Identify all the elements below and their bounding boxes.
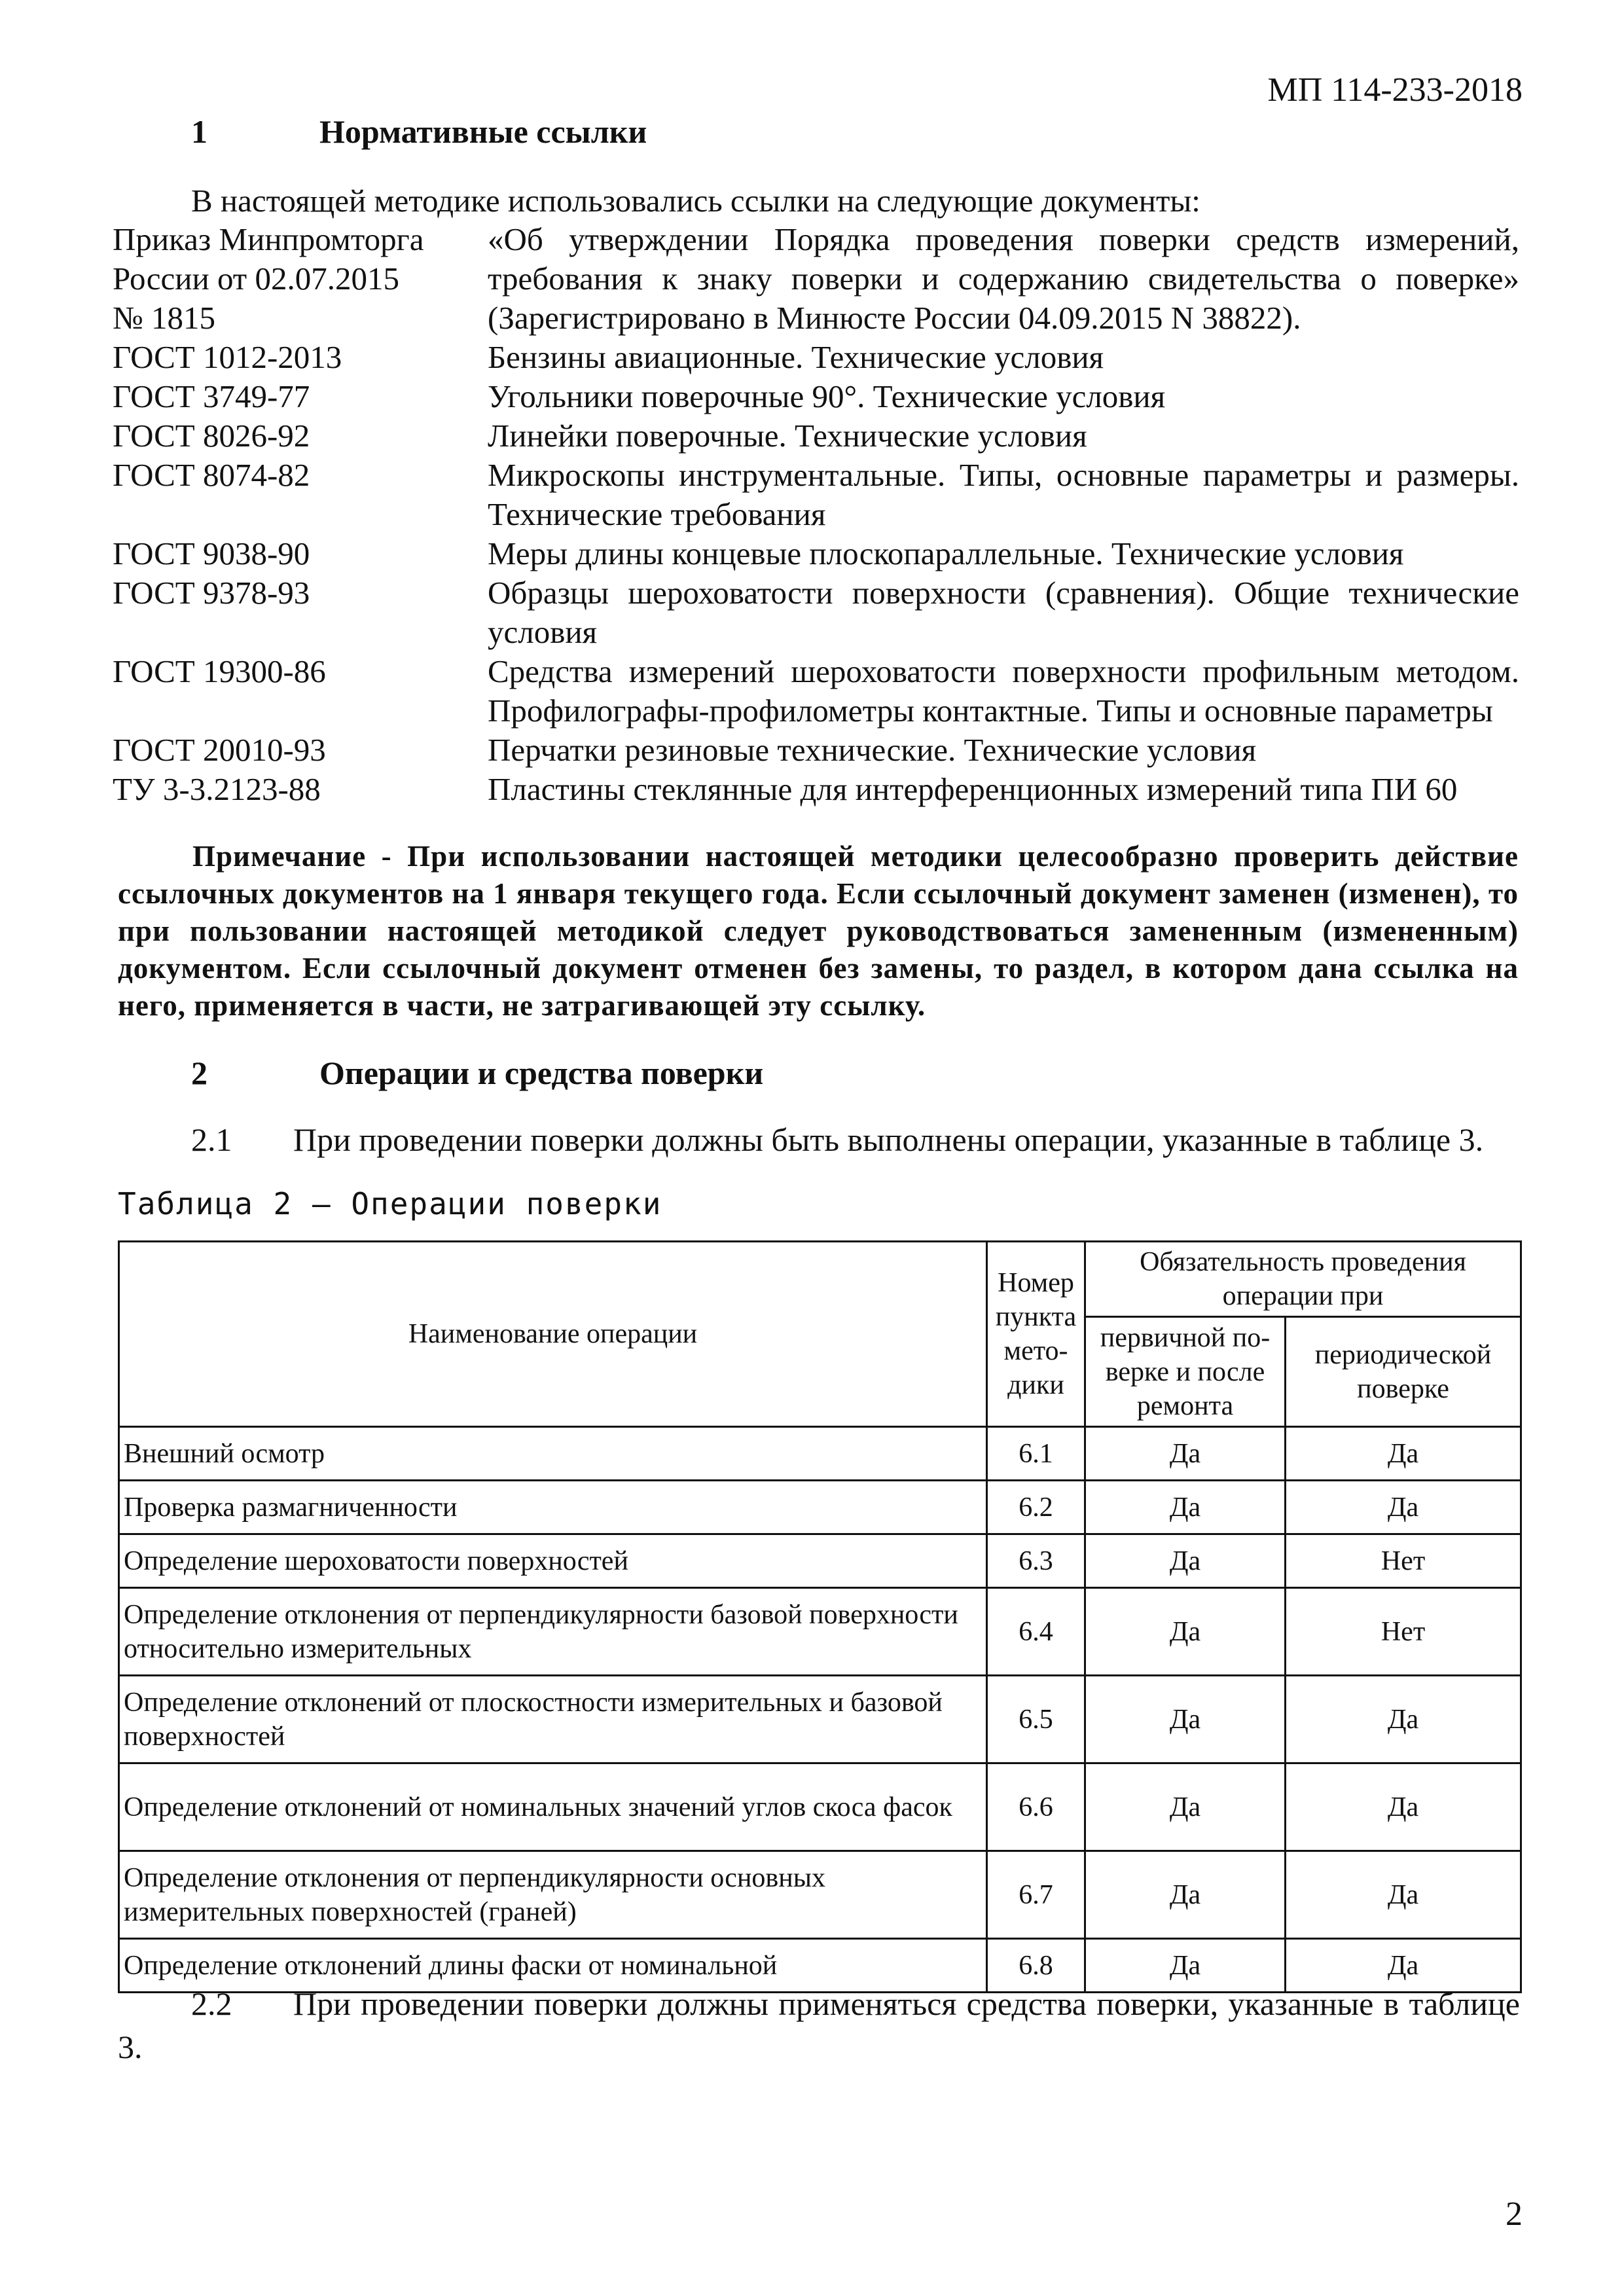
operation-periodic: Нет	[1286, 1534, 1521, 1588]
table-row	[119, 1481, 1521, 1534]
operation-periodic: Да	[1286, 1763, 1521, 1851]
operation-periodic: Да	[1286, 1676, 1521, 1763]
clause-2-1-number: 2.1	[191, 1121, 232, 1158]
operation-primary: Да	[1085, 1481, 1286, 1534]
table-row	[119, 1427, 1521, 1481]
operation-periodic: Нет	[1286, 1588, 1521, 1676]
section-1-title: Нормативные ссылки	[319, 113, 647, 150]
table-caption: Таблица 2 – Операции поверки	[118, 1186, 662, 1221]
reference-title: Меры длины концевые плоскопараллельные. Технические условия	[488, 535, 1404, 571]
clause-2-2-text: При проведении поверки должны применяться средства поверки, указанные в таблице 3.	[118, 1985, 1520, 2065]
reference-title: Линейки поверочные. Технические условия	[488, 418, 1087, 454]
clause-2-1-text: При проведении поверки должны быть выполнены операции, указанные в таблице 3.	[293, 1121, 1484, 1158]
header-periodic: периодической поверке	[1286, 1317, 1521, 1427]
operation-item: 6.5	[987, 1676, 1085, 1763]
operation-primary: Да	[1085, 1534, 1286, 1588]
operation-name: Проверка размагниченности	[119, 1481, 987, 1534]
operation-item: 6.7	[987, 1851, 1085, 1939]
reference-title: «Об утверждении Порядка проведения поверки средств измерений, требования к знаку поверки и содержанию свидетельства о поверке» (Зарегистрировано в Минюсте России 04.09.2015 N 38822).	[488, 221, 1519, 336]
operation-name: Определение отклонений длины фаски от номинальной	[119, 1939, 987, 1993]
operation-item: 6.3	[987, 1534, 1085, 1588]
section-2-title: Операции и средства поверки	[319, 1055, 764, 1091]
document-code: МП 114-233-2018	[1267, 71, 1523, 109]
header-required: Обязательность проведения операции при	[1085, 1242, 1521, 1317]
section-2-number: 2	[191, 1055, 208, 1091]
operation-name: Определение отклонений от номинальных значений углов скоса фасок	[119, 1763, 987, 1851]
reference-title: Угольники поверочные 90°. Технические условия	[488, 378, 1166, 414]
reference-code: ГОСТ 1012-2013	[113, 339, 342, 375]
reference-code: ТУ 3-3.2123-88	[113, 771, 321, 807]
reference-code: ГОСТ 8026-92	[113, 418, 310, 454]
reference-title: Пластины стеклянные для интерференционных измерений типа ПИ 60	[488, 771, 1458, 807]
reference-code-line: России от 02.07.2015	[113, 261, 399, 297]
operation-periodic: Да	[1286, 1851, 1521, 1939]
clause-2-2-number: 2.2	[191, 1985, 232, 2022]
operation-item: 6.8	[987, 1939, 1085, 1993]
operation-primary: Да	[1085, 1427, 1286, 1481]
reference-title: Средства измерений шероховатости поверхности профильным методом. Профилографы-профилометры контактные. Типы и основные параметры	[488, 653, 1519, 729]
operation-primary: Да	[1085, 1676, 1286, 1763]
operations-table	[118, 1240, 1522, 1993]
section-1-number: 1	[191, 113, 208, 150]
reference-code: ГОСТ 20010-93	[113, 732, 326, 768]
operation-primary: Да	[1085, 1939, 1286, 1993]
clause-2-2	[118, 1982, 1520, 2069]
header-operation-name: Наименование операции	[119, 1242, 987, 1427]
references-intro: В настоящей методике использовались ссылки на следующие документы:	[191, 183, 1200, 219]
table-row	[119, 1851, 1521, 1939]
header-primary: первичной по-верке и после ремонта	[1085, 1317, 1286, 1427]
operation-item: 6.2	[987, 1481, 1085, 1534]
operation-primary: Да	[1085, 1588, 1286, 1676]
operation-periodic: Да	[1286, 1427, 1521, 1481]
table-row	[119, 1588, 1521, 1676]
operation-name: Определение отклонения от перпендикулярности базовой поверхности относительно измерительных	[119, 1588, 987, 1676]
operation-item: 6.4	[987, 1588, 1085, 1676]
operation-primary: Да	[1085, 1851, 1286, 1939]
operation-name: Определение отклонения от перпендикулярности основных измерительных поверхностей (граней)	[119, 1851, 987, 1939]
table-row	[119, 1763, 1521, 1851]
operation-primary: Да	[1085, 1763, 1286, 1851]
reference-code: ГОСТ 19300-86	[113, 653, 326, 689]
operation-name: Определение отклонений от плоскостности измерительных и базовой поверхностей	[119, 1676, 987, 1763]
table-row	[119, 1676, 1521, 1763]
reference-code: ГОСТ 8074-82	[113, 457, 310, 493]
table-row	[119, 1534, 1521, 1588]
operation-periodic: Да	[1286, 1939, 1521, 1993]
page-number: 2	[1506, 2196, 1523, 2233]
reference-title: Бензины авиационные. Технические условия	[488, 339, 1104, 375]
reference-title: Микроскопы инструментальные. Типы, основные параметры и размеры. Технические требования	[488, 457, 1519, 532]
reference-code: ГОСТ 9378-93	[113, 575, 310, 611]
reference-title: Перчатки резиновые технические. Технические условия	[488, 732, 1257, 768]
operation-name: Определение шероховатости поверхностей	[119, 1534, 987, 1588]
operation-name: Внешний осмотр	[119, 1427, 987, 1481]
operation-item: 6.1	[987, 1427, 1085, 1481]
reference-code	[113, 220, 424, 338]
reference-code: ГОСТ 3749-77	[113, 378, 310, 414]
reference-code-line: № 1815	[113, 300, 216, 336]
operation-periodic: Да	[1286, 1481, 1521, 1534]
operation-item: 6.6	[987, 1763, 1085, 1851]
references-note: Примечание - При использовании настоящей методики целесообразно проверить действие ссылочных документов на 1 января текущего года. Если ссылочный документ заменен (изменен), то при пользовании настоящей методикой следует руководствоваться замененным (измененным) документом. Если ссылочный документ отменен без замены, то раздел, в котором дана ссылка на него, применяется в части, не затрагивающей эту ссылку.	[118, 840, 1519, 1022]
reference-code-line: Приказ Минпромторга	[113, 221, 424, 257]
reference-title: Образцы шероховатости поверхности (сравнения). Общие технические условия	[488, 575, 1519, 650]
header-method-item: Номер пункта мето-дики	[987, 1242, 1085, 1427]
reference-code: ГОСТ 9038-90	[113, 535, 310, 571]
